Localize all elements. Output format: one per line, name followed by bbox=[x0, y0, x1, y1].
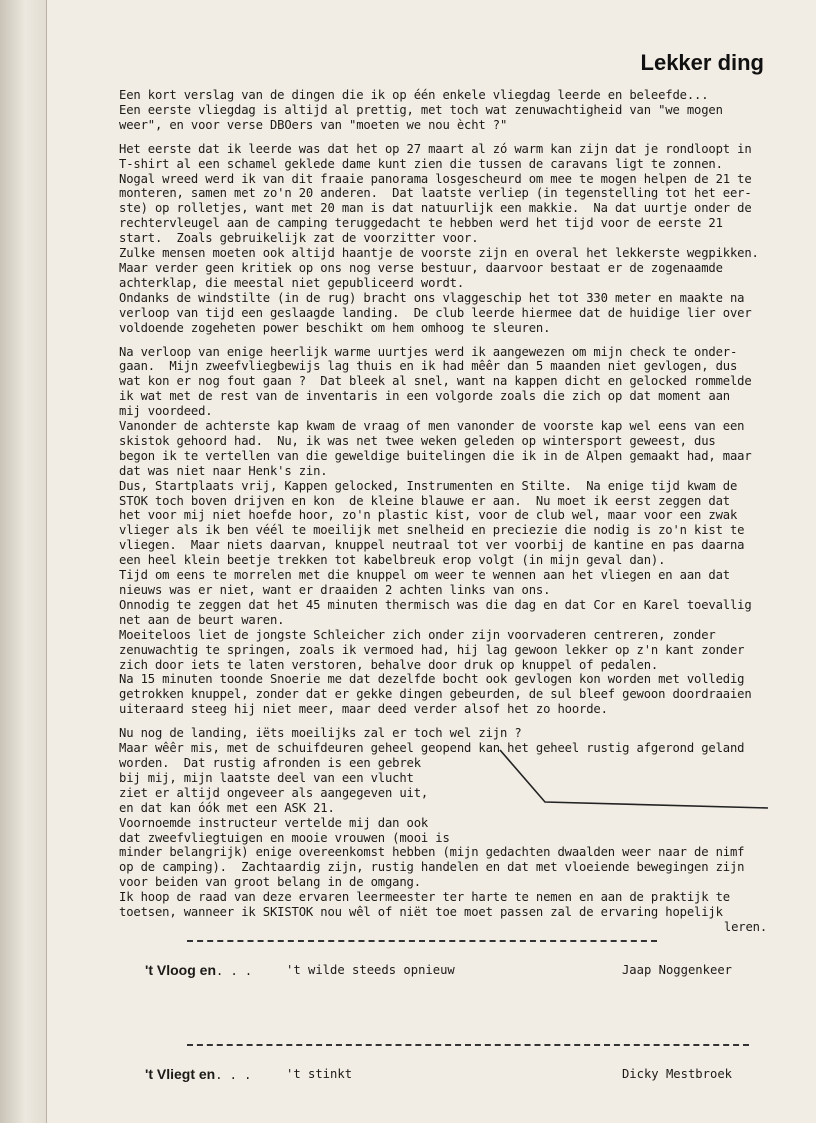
text-line: zich door iets te laten verstoren, behalve door druk op knuppel of pedalen. bbox=[119, 657, 659, 672]
separator-line-1 bbox=[187, 940, 657, 942]
text-line: vlieger als ik ben véél te moeilijk met snelheid en preciezie die nodig is zo'n kist te bbox=[119, 523, 745, 538]
text-line: verloop van tijd een geslaagde landing. De club leerde hiermee dat de huidige lier over bbox=[119, 305, 752, 320]
page-title: Lekker ding bbox=[640, 50, 764, 75]
text-line: begon ik te vertellen van die geweldige buitelingen die ik in de Alpen gemaakt had, maar bbox=[119, 448, 752, 463]
text-line: dat was niet naar Henk's zin. bbox=[119, 463, 328, 478]
separator-line-2 bbox=[187, 1044, 749, 1046]
paragraph-intro bbox=[119, 88, 769, 133]
text-line: start. Zoals gebruikelijk zat de voorzitter voor. bbox=[119, 231, 479, 246]
text-line: mij voordeed. bbox=[119, 404, 213, 419]
footer-row-2 bbox=[140, 1066, 770, 1086]
text-line: ik wat met de rest van de inventaris in een volgorde zoals die zich op dat moment aan bbox=[119, 389, 730, 404]
text-line: Ik hoop de raad van deze ervaren leermeester ter harte te nemen en aan de praktijk te bbox=[119, 890, 730, 905]
text-line: vliegen. Maar niets daarvan, knuppel neutraal tot ver voorbij de kantine en pas daarna bbox=[119, 538, 745, 553]
footer-author: Dicky Mestbroek bbox=[621, 1067, 732, 1081]
text-line: dat zweefvliegtuigen en mooie vrouwen (mooi is bbox=[119, 830, 450, 845]
text-line: weer", en voor verse DBOers van "moeten we nou ècht ?" bbox=[119, 117, 508, 132]
text-line: uiteraard steeg hij niet meer, maar deed verder alsof het zo hoorde. bbox=[119, 702, 608, 717]
text-line: een heel klein beetje trekken tot kabelbreuk erop volgt (in mijn geval dan). bbox=[119, 553, 666, 568]
footer-label: 't Vliegt en. . . bbox=[145, 1066, 252, 1082]
text-line: Een kort verslag van de dingen die ik op één enkele vliegdag leerde en beleefde... bbox=[119, 88, 709, 102]
text-line: achterklap, die meestal niet gepubliceerd wordt. bbox=[119, 275, 464, 290]
text-line: Maar wêêr mis, met de schuifdeuren geheel geopend kan het geheel rustig afgerond geland bbox=[119, 741, 745, 756]
text-line: rechtervleugel aan de camping teruggedacht te hebben werd het tijd voor de eerste 21 bbox=[119, 216, 723, 231]
text-line: Na 15 minuten toonde Snoerie me dat dezelfde bocht ook gevlogen kon worden met volledig bbox=[119, 672, 745, 687]
text-line: monteren, samen met zo'n 20 anderen. Dat laatste verliep (in tegenstelling tot het eer- bbox=[119, 186, 752, 201]
text-line: Moeiteloos liet de jongste Schleicher zich onder zijn voorvaderen centreren, zonder bbox=[119, 627, 716, 642]
text-line: het voor mij niet hoefde hoor, zo'n plastic kist, voor de club wel, maar voor een zwak bbox=[119, 508, 738, 523]
paragraph-first-flight bbox=[119, 142, 769, 336]
text-line: net aan de beurt waren. bbox=[119, 612, 285, 627]
text-line: Na verloop van enige heerlijk warme uurtjes werd ik aangewezen om mijn check te onder- bbox=[119, 344, 738, 359]
footer-text: 't stinkt bbox=[286, 1067, 353, 1081]
text-line: T-shirt al een schamel geklede dame kunt zien die tussen de caravans ligt te zonnen. bbox=[119, 156, 723, 171]
text-line: ziet er altijd ongeveer als aangegeven uit, bbox=[119, 785, 429, 800]
paragraph-check-flight bbox=[119, 345, 769, 718]
text-line: en dat kan óók met een ASK 21. bbox=[119, 800, 335, 815]
text-line: Dus, Startplaats vrij, Kappen gelocked, Instrumenten en Stilte. Na enige tijd kwam de bbox=[119, 478, 738, 493]
text-line: Onnodig te zeggen dat het 45 minuten thermisch was die dag en dat Cor en Karel toevallig bbox=[119, 597, 752, 612]
text-line: worden. Dat rustig afronden is een gebrek bbox=[119, 755, 421, 770]
footer-author: Jaap Noggenkeer bbox=[621, 963, 732, 977]
text-line: Zulke mensen moeten ook altijd haantje de voorste zijn en overal het lekkerste wegpikken. bbox=[119, 246, 759, 261]
text-line: voor beiden van groot belang in de omgang. bbox=[119, 875, 421, 890]
text-line: zenuwachtig te springen, zoals ik vermoed had, hij lag gewoon lekker op z'n kant zonder bbox=[119, 642, 745, 657]
text-line: wat kon er nog fout gaan ? Dat bleek al snel, want na kappen dicht en gelocked rommelde bbox=[119, 374, 752, 389]
text-line: skistok gehoord had. Nu, ik was net twee weken geleden op wintersport geweest, dus bbox=[119, 433, 716, 448]
landing-path-diagram bbox=[470, 740, 770, 820]
text-line: bij mij, mijn laatste deel van een vlucht bbox=[119, 770, 414, 785]
text-line: voldoende zogeheten power beschikt om hem omhoog te sleuren. bbox=[119, 320, 551, 335]
text-line: Voornoemde instructeur vertelde mij dan ook bbox=[119, 815, 429, 830]
footer-text: 't wilde steeds opnieuw bbox=[286, 963, 455, 977]
binding-spine bbox=[0, 0, 47, 1123]
text-line: Het eerste dat ik leerde was dat het op 27 maart al zó warm kan zijn dat je rondloopt in bbox=[119, 141, 752, 156]
text-line: op de camping). Zachtaardig zijn, rustig handelen en dat met vloeiende bewegingen zijn bbox=[119, 860, 745, 875]
text-line: STOK toch boven drijven en kon de kleine blauwe er aan. Nu moet ik eerst zeggen dat bbox=[119, 493, 730, 508]
text-line: Nu nog de landing, iëts moeilijks zal er toch wel zijn ? bbox=[119, 726, 522, 741]
text-line: toetsen, wanneer ik SKISTOK nou wêl of niët toe moet passen zal de ervaring hopelijk bbox=[119, 905, 723, 920]
text-line: Ondanks de windstilte (in de rug) bracht ons vlaggeschip het tot 330 meter en maakte na bbox=[119, 290, 745, 305]
footer-row-1 bbox=[140, 962, 770, 982]
text-line: Tijd om eens te morrelen met die knuppel om weer te wennen aan het vliegen en aan dat bbox=[119, 568, 730, 583]
text-line: minder belangrijk) enige overeenkomst hebben (mijn gedachten dwaalden weer naar de nimf bbox=[119, 845, 745, 860]
text-line: Een eerste vliegdag is altijd al prettig, met toch wat zenuwachtigheid van "we mogen bbox=[119, 102, 723, 117]
landing-path-line bbox=[500, 750, 768, 808]
text-line: getrokken knuppel, zonder dat er gekke dingen gebeurden, de sul bleef gewoon doordraaien bbox=[119, 687, 752, 702]
text-line: Nogal wreed werd ik van dit fraaie panorama losgescheurd om mee te mogen helpen de 21 te bbox=[119, 171, 752, 186]
text-line: nieuws was er niet, want er draaiden 2 achten links van ons. bbox=[119, 583, 551, 597]
text-line: Maar verder geen kritiek op ons nog verse bestuur, daarvoor bestaat er de zogenaamde bbox=[119, 260, 723, 275]
closing-word: leren. bbox=[723, 919, 767, 934]
text-line: Vanonder de achterste kap kwam de vraag of men vanonder de voorste kap wel eens van een bbox=[119, 419, 745, 434]
text-line: gaan. Mijn zweefvliegbewijs lag thuis en ik had mêêr dan 5 maanden niet gevlogen, dus bbox=[119, 359, 738, 374]
footer-label: 't Vloog en. . . bbox=[145, 962, 253, 978]
text-line: ste) op rolletjes, want met 20 man is dat natuurlijk een makkie. Na dat uurtje onder de bbox=[119, 201, 752, 216]
